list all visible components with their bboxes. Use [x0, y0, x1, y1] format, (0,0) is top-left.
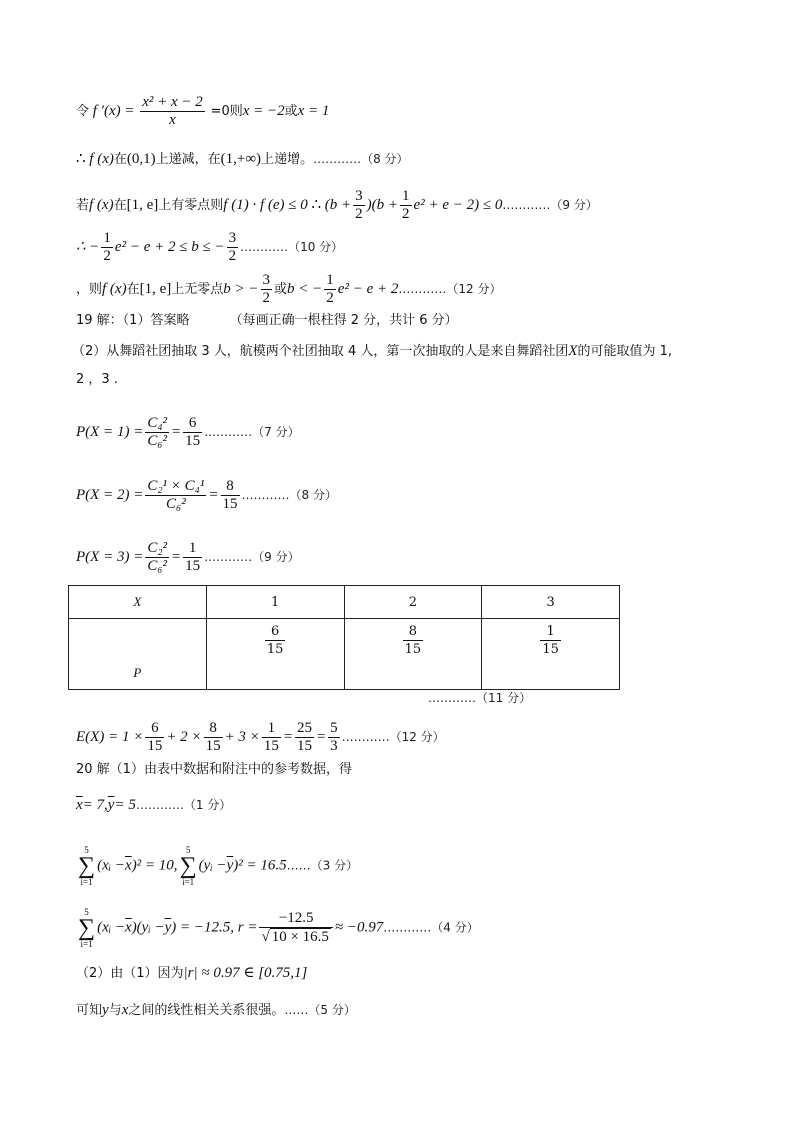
fraction: [204, 720, 223, 755]
y-bar: $\overline{y}$: [164, 919, 172, 936]
frac-num: 6: [183, 415, 202, 433]
sigma-top: 5: [84, 907, 89, 917]
expr-part: e² − e + 2 ≤ b ≤ −: [114, 238, 225, 255]
fraction-3-2: [227, 230, 239, 265]
score-3: （3 分）: [310, 858, 359, 873]
score-8: （8 分）: [289, 487, 337, 502]
expr-part: (xᵢ −: [97, 857, 126, 874]
frac-num: 1: [183, 540, 202, 558]
y-bar: $\overline{y}$: [107, 797, 115, 813]
text-then: =0则: [210, 103, 243, 119]
text-kezhi: 可知: [76, 1003, 103, 1018]
fraction-1-2: [101, 230, 113, 265]
frac-num: 8: [204, 720, 223, 738]
p1-lhs: P(X = 1) =: [76, 423, 144, 440]
q20-heading: [76, 760, 352, 780]
equals: =: [171, 548, 182, 565]
fraction-result: [183, 415, 202, 450]
expr-part: e² + e − 2) ≤ 0: [413, 196, 503, 213]
q19-part2-text: （2）从舞蹈社团抽取 3 人，航模两个社团抽取 4 人，第一次抽取的人是来自舞蹈社团: [72, 344, 569, 359]
frac-den: 2: [262, 290, 271, 306]
expr-part: b < −: [287, 280, 323, 297]
text-no-zero: 上无零点: [171, 281, 224, 297]
table-cell: [482, 619, 620, 690]
interval-1-e: [1, e]: [126, 196, 159, 213]
q19-heading: [76, 311, 458, 331]
frac-num: 1: [262, 720, 281, 738]
dots: …………: [398, 281, 447, 296]
frac-den: 2: [326, 290, 334, 306]
y-bar: $\overline{y}$: [226, 857, 234, 874]
frac-den: 15: [222, 496, 238, 512]
text-then: ，则: [76, 281, 103, 297]
ex-term: + 2 ×: [166, 728, 202, 745]
dots: …………: [241, 487, 290, 502]
line-p3: [76, 540, 300, 575]
line-means: [76, 795, 231, 815]
table-cell: [206, 619, 344, 690]
frac-den: 15: [542, 642, 559, 657]
table-row: [69, 619, 620, 690]
fraction-1-2: [400, 188, 412, 223]
expr-part: e² − e + 2: [337, 280, 399, 297]
expr-part: )² = 10,: [131, 857, 178, 874]
frac-den: 15: [185, 558, 201, 574]
q19-part1: 19 解：（1）答案略: [76, 313, 190, 328]
dots: …………: [204, 549, 253, 564]
interval-1: (0,1): [126, 151, 156, 167]
q19-part2-cont: [76, 370, 118, 390]
frac-num: 6: [265, 623, 286, 641]
frac-num: 3: [262, 272, 271, 288]
dots: …………: [428, 691, 476, 705]
x-bar: $\overline{x}$: [125, 857, 132, 874]
table-cell: [344, 619, 482, 690]
score-10: （10 分）: [288, 239, 344, 254]
text-zai: 在: [113, 197, 127, 213]
frac-num: 3: [355, 188, 363, 204]
dots: …………: [313, 152, 362, 166]
table-row-label-p: P: [69, 619, 207, 690]
line-monotonic: [76, 149, 409, 170]
dots: …………: [383, 920, 432, 935]
score-9: （9 分）: [550, 197, 598, 212]
fraction-derivative: [140, 94, 205, 129]
text-or: 或: [284, 103, 298, 119]
frac-den: C₆²: [165, 496, 186, 512]
fraction-cell: [540, 623, 561, 658]
abs-r: |r| ≈ 0.97 ∈ [0.75,1]: [183, 965, 308, 981]
q19-scoring-note: （每画正确一根柱得 2 分，共计 6 分）: [229, 313, 458, 328]
fraction-comb: [145, 540, 169, 575]
table-header: 2: [344, 586, 482, 619]
approx-value: ≈ −0.97: [334, 919, 384, 936]
fraction-result: [183, 540, 202, 575]
q19-part2: [72, 341, 672, 362]
fraction-3-2: [353, 188, 365, 223]
var-x: X: [568, 343, 578, 359]
text-zai: 在: [113, 152, 127, 167]
frac-den: 2: [355, 206, 363, 222]
fraction-result: [221, 478, 240, 513]
frac-den: 15: [266, 642, 284, 657]
line-conclusion: [76, 1000, 356, 1021]
frac-den: √ 10 × 16.5: [261, 929, 329, 945]
product-condition: f (1) · f (e) ≤ 0: [223, 196, 308, 213]
expr-part: )(yᵢ −: [131, 919, 165, 936]
ex-lhs: E(X) = 1 ×: [76, 728, 144, 745]
frac-num: 8: [221, 478, 240, 496]
dots: ……: [286, 858, 311, 873]
frac-num: 1: [326, 272, 334, 288]
x-bar: $\overline{x}$: [76, 797, 83, 813]
frac-num: −12.5: [259, 910, 332, 928]
frac-num: C₂²: [147, 540, 168, 556]
frac-num: C₂¹ × C₄¹: [147, 478, 205, 494]
frac-den: 15: [263, 738, 279, 754]
fraction-r: [259, 910, 332, 946]
expr-part: )(b +: [366, 196, 399, 213]
table-header: 1: [206, 586, 344, 619]
equals: =: [208, 486, 219, 503]
score-1: （1 分）: [183, 798, 232, 812]
frac-num: 3: [228, 230, 237, 246]
dots: …………: [240, 239, 289, 254]
frac-den: 3: [330, 738, 338, 754]
equals: =: [171, 423, 182, 440]
therefore-symbol: ∴: [311, 196, 322, 213]
frac-den: 2: [228, 248, 237, 264]
q19-part2-text-end: 的可能取值为 1,: [577, 344, 673, 359]
line-p1: [76, 415, 300, 450]
therefore-symbol: ∴: [76, 151, 86, 167]
root-1: x = −2: [242, 102, 285, 119]
q19-values: 2 ，3 .: [76, 372, 118, 387]
expr-part: b > −: [223, 280, 259, 297]
score-4: （4 分）: [431, 920, 479, 935]
frac-den: 15: [404, 642, 422, 657]
var-x: x: [121, 1002, 129, 1018]
fraction-sum: [295, 720, 314, 755]
sigma-icon: 5 ∑ i=1: [78, 907, 96, 949]
frac-num: 1: [402, 188, 410, 204]
score-5: （5 分）: [308, 1003, 356, 1017]
text-decreasing: 上递减，在: [155, 152, 221, 167]
frac-den: x: [169, 112, 176, 128]
dots: …………: [341, 729, 390, 744]
frac-num: C₄²: [147, 415, 168, 431]
expr-part: = 5: [114, 797, 136, 813]
table-header-x: X: [69, 586, 207, 619]
line-p2: [76, 478, 337, 513]
expr-part: (yᵢ −: [198, 857, 227, 874]
line-sums-squares: [76, 845, 358, 887]
p2-lhs: P(X = 2) =: [76, 486, 144, 503]
line-expectation: [76, 720, 445, 755]
frac-den: C₆²: [147, 433, 168, 449]
sigma-icon: 5 ∑ i=1: [179, 845, 197, 887]
frac-den: 2: [103, 248, 111, 264]
dots: …………: [135, 798, 184, 812]
expr-part: )² = 16.5: [233, 857, 287, 874]
fraction-cell: [265, 623, 286, 658]
score-12: （12 分）: [389, 729, 445, 744]
text-yu: 与: [108, 1003, 122, 1018]
equals: =: [315, 728, 327, 745]
ex-term: + 3 ×: [224, 728, 260, 745]
score-9: （9 分）: [252, 549, 300, 564]
sqrt-radicand: 10 × 16.5: [271, 929, 329, 945]
frac-num: 5: [330, 720, 338, 736]
distribution-table: [68, 585, 620, 690]
sigma-top: 5: [84, 845, 89, 855]
frac-num: 25: [296, 720, 312, 736]
text-increasing: 上递增。: [261, 152, 314, 167]
line-b-range: [76, 230, 343, 265]
line-score-11: [428, 688, 531, 708]
equals: =: [282, 728, 293, 745]
line-zero-condition: [76, 188, 598, 223]
dots: …………: [502, 197, 551, 212]
line-correlation: [76, 907, 479, 949]
dots: …………: [204, 424, 253, 439]
interval-2: (1,+∞): [220, 151, 262, 167]
frac-den: 15: [147, 738, 163, 754]
score-12: （12 分）: [446, 281, 502, 296]
text-ruo: 若: [76, 197, 90, 213]
fprime-lhs: f ′(x) =: [92, 102, 135, 119]
text-conclusion: 之间的线性相关关系很强。: [128, 1003, 285, 1018]
q20-part2-text: （2）由（1）因为: [76, 966, 184, 981]
sigma-top: 5: [185, 845, 191, 855]
table-row: [69, 586, 620, 619]
frac-num: 1: [103, 230, 111, 246]
sigma-bottom: i=1: [80, 939, 93, 949]
expr-part: = 7,: [82, 797, 108, 813]
sigma-icon: 5 ∑ i=1: [78, 845, 96, 887]
frac-den: 15: [296, 738, 312, 754]
fraction: [145, 720, 164, 755]
q20-part1: 20 解（1）由表中数据和附注中的参考数据，得: [76, 762, 352, 777]
sigma-bottom: i=1: [182, 877, 195, 887]
score-11: （11 分）: [476, 691, 532, 705]
frac-den: 2: [402, 206, 410, 222]
fraction-1-2: [324, 272, 336, 307]
frac-den: C₆²: [147, 558, 168, 574]
expr-part: ) = −12.5, r =: [171, 919, 258, 936]
score-7: （7 分）: [252, 424, 300, 439]
frac-num: 1: [540, 623, 561, 641]
expr-part: (b +: [324, 196, 352, 213]
frac-num: 8: [403, 623, 424, 641]
frac-den: 15: [205, 738, 221, 754]
line-no-zero: [76, 272, 501, 307]
text-or: 或: [274, 281, 288, 297]
fx: f (x): [89, 151, 114, 167]
fx: f (x): [89, 196, 114, 213]
therefore-expr: ∴ −: [76, 238, 100, 255]
expr-part: (xᵢ −: [97, 919, 126, 936]
fraction-final: [328, 720, 340, 755]
text-ling: 令: [76, 103, 90, 119]
x-bar: $\overline{x}$: [125, 919, 132, 936]
fraction: [262, 720, 281, 755]
fraction-comb: [145, 415, 169, 450]
text-zai: 在: [126, 281, 140, 297]
table-header: 3: [482, 586, 620, 619]
fraction-comb: [145, 478, 206, 513]
var-y: y: [102, 1002, 109, 1018]
frac-num: 6: [145, 720, 164, 738]
frac-num: x² + x − 2: [142, 94, 203, 110]
fraction-3-2: [261, 272, 273, 307]
line-derivative: [76, 94, 329, 129]
text-has-zero: 上有零点则: [158, 197, 224, 213]
line-q20-part2: [76, 963, 307, 984]
sigma-bottom: i=1: [80, 877, 93, 887]
frac-den: 15: [185, 433, 201, 449]
score-8: （8 分）: [361, 152, 409, 166]
dots: ……: [284, 1003, 309, 1017]
fx: f (x): [102, 280, 127, 297]
p3-lhs: P(X = 3) =: [76, 548, 144, 565]
fraction-cell: [403, 623, 424, 658]
interval-1-e: [1, e]: [139, 280, 172, 297]
root-2: x = 1: [297, 102, 330, 119]
